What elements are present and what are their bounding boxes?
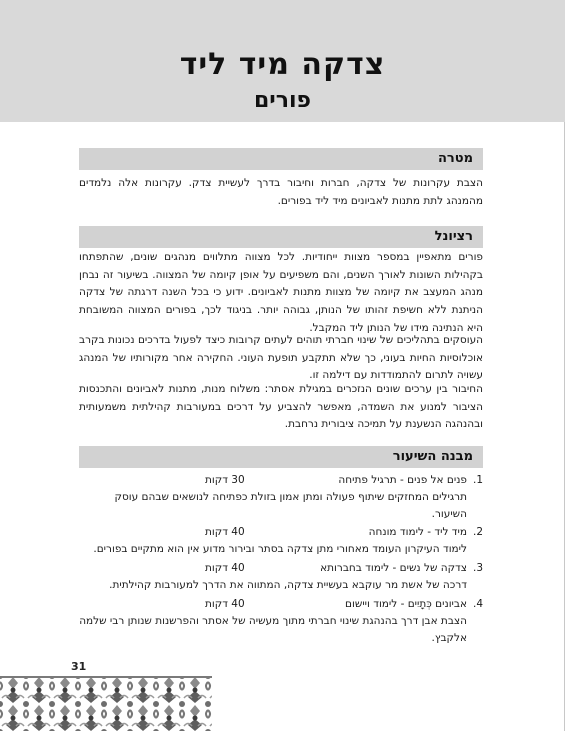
lesson-item-title: צדקה של נשים - לימוד בחברותא	[320, 562, 467, 574]
lesson-item-description: לימוד העיקרון העומד מאחורי מתן צדקה בסתר ובירור מדוע אין הוא מתקיים בפורים.	[93, 543, 467, 555]
lesson-item-3	[79, 560, 483, 594]
lesson-item-title: מיד ליד - לימוד מונחה	[368, 526, 467, 538]
lesson-item-1	[79, 472, 483, 523]
lesson-item-duration: 40 דקות	[205, 598, 245, 610]
lesson-item-duration: 30 דקות	[205, 474, 245, 486]
page-title: צדקה מיד ליד	[179, 47, 386, 82]
lesson-item-title: אביונים כְּתָיִים - לימוד ויישום	[345, 598, 467, 610]
lesson-item-2	[79, 524, 483, 558]
page-number: 31	[71, 660, 87, 673]
lesson-item-title: פנים אל פנים - תרגיל פתיחה	[338, 474, 467, 486]
lesson-item-description: דרכה של אשת מר עוקבא בעשיית צדקה, המתווה את הדרך למעורבות קהילתית.	[109, 579, 467, 591]
decorative-ornament-border	[0, 676, 212, 731]
lesson-item-number: 2.	[472, 526, 483, 538]
lesson-item-description: הצבת אבן דרך בהנהגת שינוי חברתי מתוך מעשיה של אסתר והפרשנות שנותן רבי שלמה אלקבץ.	[79, 615, 467, 644]
rationale-paragraph-1: פורים מתאפיין במספר מצוות ייחודיות. לכל מצווה מתלווים מנהגים שונים, שהתפתחו בקהילות השונות לאורך השנים, והם משפיעים על אופן קיומה של המצווה. בשיעור זה נבחן מנהג המעצב את קיומה של מצוות מתנות לאביונים. ידוע כי בכל השנה דרגתה של צדקה הניתנת ללא חשיפת זהותו של הנותן, גבוהה יותר. בניגוד לכך, בפורים המצווה המשובחת היא הנתינה מידו של הנותן ליד המקבל.	[79, 251, 483, 334]
lesson-item-number: 1.	[472, 474, 483, 486]
rationale-paragraph-3: החיבור בין ערכים שונים הנזכרים במגילת אסתר: משלוח מנות, מתנות לאביונים והתכנסות הציבור למנוע את השמדה, מאפשר להצביע על דרכים במעורבות קהילתית משמעותית ובהנהגה הנשענת על תמיכה ציבורית נרחבת.	[79, 383, 483, 431]
rationale-paragraph-2: העוסקים בתהליכים של שינוי חברתי תוהים לעתים קרובות כיצד לפעול בדרכים נכונות בקרב אוכלוסיות החיות בעוני, כך שלא תתקבע תופעת העוני. החקירה אחר מקורותיו של המנהג עשויה לתרום להתמודדות עם דילמה זו.	[79, 334, 483, 382]
lesson-item-number: 3.	[472, 562, 483, 574]
page-subtitle: פורים	[253, 88, 312, 113]
section-heading-structure: מבנה השיעור	[79, 446, 483, 468]
ornament-pattern-icon	[0, 676, 212, 731]
section-heading-rationale: רציונל	[79, 226, 483, 248]
lesson-item-4	[79, 596, 483, 647]
lesson-item-duration: 40 דקות	[205, 562, 245, 574]
lesson-item-description: תרגילים המחזקים שיתוף פעולה ומתן אמון בזולת כפתיחה לנושאים שבהם עוסק השיעור.	[114, 491, 467, 520]
page-header	[0, 0, 565, 122]
goal-text: הצבת עקרונות של צדקה, חברות וחיבור בדרך לעשיית צדק. עקרונות אלה נלמדים מהמנהג לתת מתנות לאביונים מיד ליד בפורים.	[79, 177, 483, 207]
lesson-item-number: 4.	[472, 598, 483, 610]
section-heading-goal: מטרה	[79, 148, 483, 170]
lesson-item-duration: 40 דקות	[205, 526, 245, 538]
